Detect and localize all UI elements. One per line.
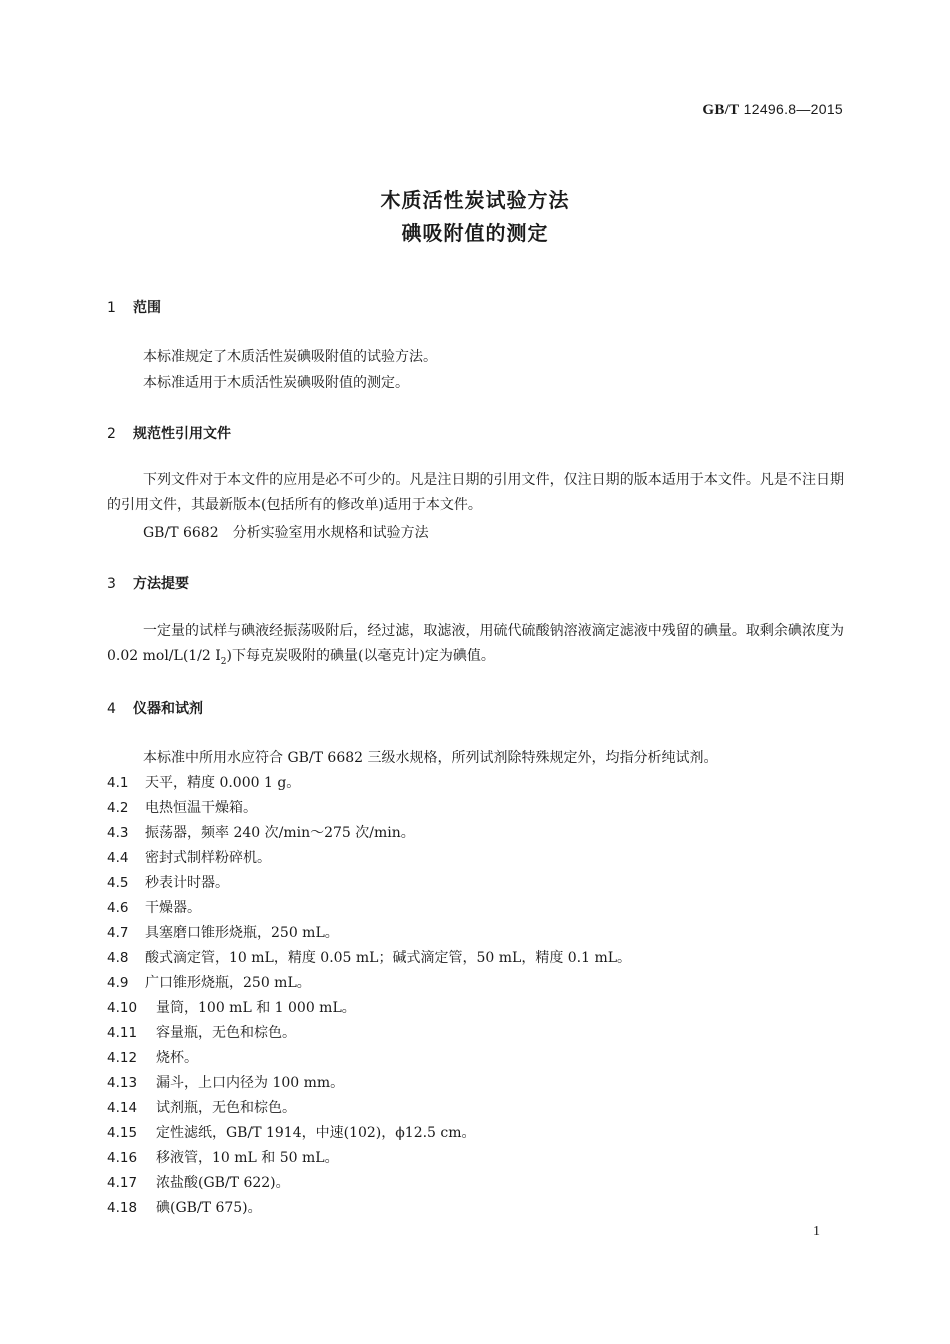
list-item [107,1147,339,1167]
item-number: 4.16 [107,1150,138,1166]
item-number: 4.3 [107,825,129,841]
list-item [107,1022,296,1042]
section-4-intro: 本标准中所用水应符合 GB/T 6682 三级水规格，所列试剂除特殊规定外，均指分析纯试剂。 [143,750,718,766]
section-3-number: 3 [107,576,116,592]
item-text: 振荡器，频率 240 次/min～275 次/min。 [145,825,415,841]
section-4-number: 4 [107,701,116,717]
standard-year: 12496.8—2015 [743,101,843,117]
section-1-title: 范围 [133,300,161,316]
item-text: 量筒，100 mL 和 1 000 mL。 [156,1000,356,1016]
page-number: 1 [813,1224,820,1239]
list-item [107,772,300,792]
item-number: 4.11 [107,1025,138,1041]
item-text: 干燥器。 [145,900,201,916]
list-item [107,947,631,967]
list-item [107,1097,296,1117]
item-text: 试剂瓶，无色和棕色。 [156,1100,296,1116]
item-number: 4.18 [107,1200,138,1216]
document-title-line1: 木质活性炭试验方法 [380,188,570,212]
section-3-para-1 [107,619,844,675]
section-3-heading [107,573,189,593]
section-1-para-2: 本标准适用于木质活性炭碘吸附值的测定。 [143,375,409,391]
section-1-number: 1 [107,300,116,316]
item-text: 酸式滴定管，10 mL，精度 0.05 mL；碱式滴定管，50 mL，精度 0.1 mL。 [145,950,632,966]
item-text: 容量瓶，无色和棕色。 [156,1025,296,1041]
item-number: 4.10 [107,1000,138,1016]
item-number: 4.12 [107,1050,138,1066]
list-item [107,972,311,992]
list-item [107,1122,476,1142]
list-item [107,1072,344,1092]
item-number: 4.14 [107,1100,138,1116]
list-item [107,822,415,842]
item-number: 4.6 [107,900,129,916]
list-item [107,1197,262,1217]
item-number: 4.17 [107,1175,138,1191]
item-number: 4.1 [107,775,129,791]
item-text: 电热恒温干燥箱。 [145,800,257,816]
item-number: 4.15 [107,1125,138,1141]
section-2-title: 规范性引用文件 [133,426,231,442]
item-number: 4.5 [107,875,129,891]
item-number: 4.7 [107,925,129,941]
list-item [107,1047,198,1067]
list-item [107,797,257,817]
section-3-text-a: 一定量的试样与碘液经振荡吸附后，经过滤，取滤液，用硫代硫酸钠溶液滴定滤液中残留的碘量。取剩余碘浓度为 0.02 mol/L(1/2 I [107,623,844,664]
list-item [107,997,356,1017]
standard-number [702,101,843,119]
section-4-title: 仪器和试剂 [133,701,203,717]
item-text: 广口锥形烧瓶，250 mL。 [145,975,311,991]
item-text: 密封式制样粉碎机。 [145,850,271,866]
section-2-para-1: 下列文件对于本文件的应用是必不可少的。凡是注日期的引用文件，仅注日期的版本适用于本文件。凡是不注日期的引用文件，其最新版本(包括所有的修改单)适用于本文件。 [107,472,844,513]
item-text: 移液管，10 mL 和 50 mL。 [156,1150,339,1166]
list-item [107,847,271,867]
item-number: 4.13 [107,1075,138,1091]
list-item [107,897,201,917]
item-text: 漏斗，上口内径为 100 mm。 [156,1075,345,1091]
list-item [107,1172,290,1192]
iodine-subscript: 2 [220,656,227,667]
section-4-heading [107,698,203,718]
section-2-heading [107,423,231,443]
item-text: 具塞磨口锥形烧瓶，250 mL。 [145,925,339,941]
item-text: 天平，精度 0.000 1 g。 [145,775,301,791]
item-text: 碘(GB/T 675)。 [156,1200,262,1216]
item-number: 4.8 [107,950,129,966]
normative-reference: GB/T 6682 分析实验室用水规格和试验方法 [143,525,429,541]
item-text: 定性滤纸，GB/T 1914，中速(102)，ϕ12.5 cm。 [156,1125,476,1141]
item-text: 浓盐酸(GB/T 622)。 [156,1175,290,1191]
section-1-heading [107,297,161,317]
standard-code: GB/T [702,102,740,118]
section-1-para-1: 本标准规定了木质活性炭碘吸附值的试验方法。 [143,349,437,365]
section-3-text-b: )下每克炭吸附的碘量(以毫克计)定为碘值。 [226,648,495,664]
list-item [107,872,229,892]
item-number: 4.4 [107,850,129,866]
document-title-line2: 碘吸附值的测定 [401,221,549,245]
item-number: 4.2 [107,800,129,816]
section-2-number: 2 [107,426,116,442]
item-number: 4.9 [107,975,129,991]
item-text: 秒表计时器。 [145,875,229,891]
item-text: 烧杯。 [156,1050,198,1066]
list-item [107,922,339,942]
section-3-title: 方法提要 [133,576,189,592]
